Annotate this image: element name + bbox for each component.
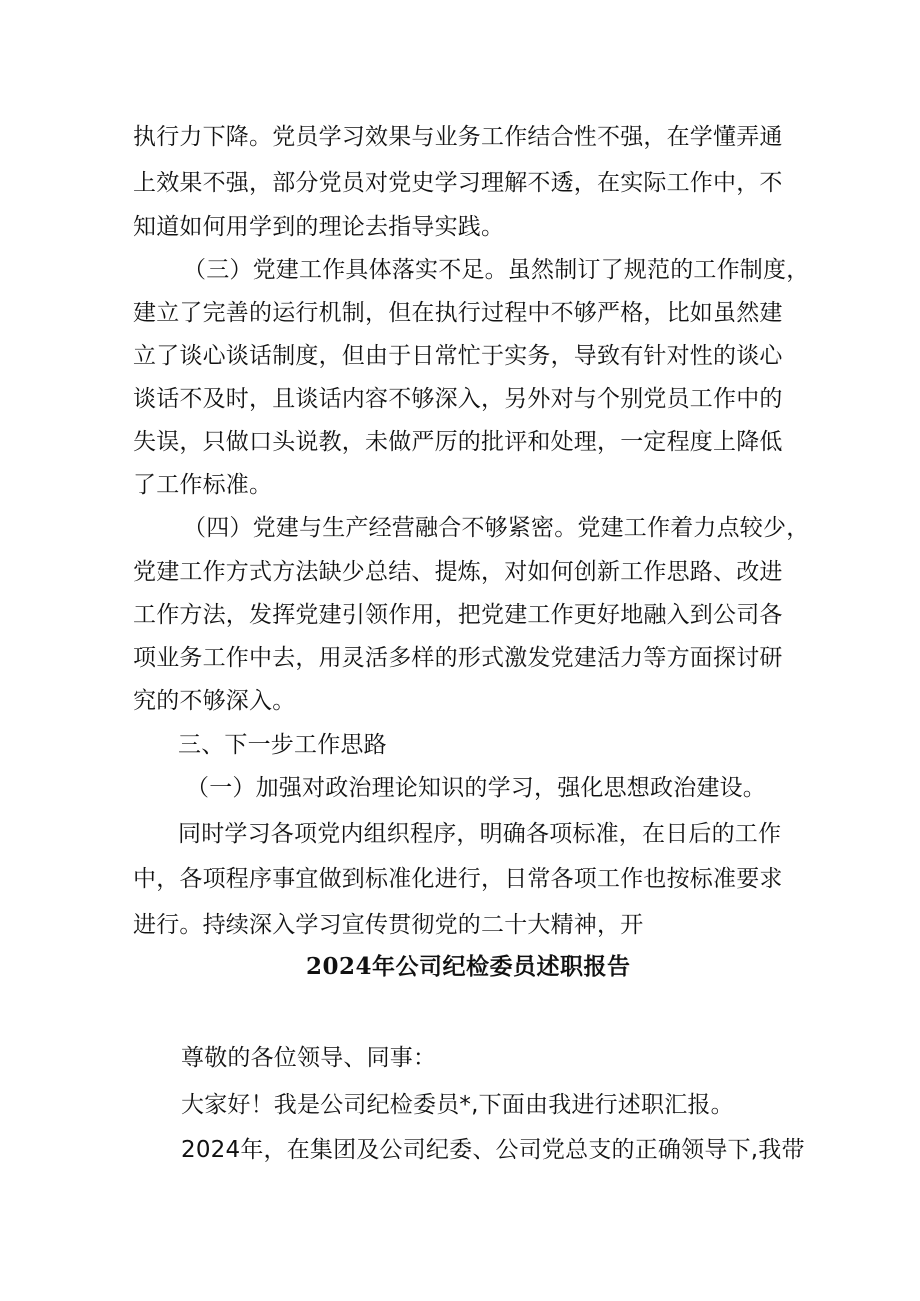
- report-title: 2024年公司纪检委员述职报告: [306, 953, 631, 980]
- report-salutation: 尊敬的各位领导、同事：: [181, 1045, 437, 1071]
- body-line-13: 项业务工作中去，用灵活多样的形式激发党建活力等方面探讨研: [133, 645, 783, 671]
- body-line-1: 执行力下降。党员学习效果与业务工作结合性不强，在学懂弄通: [133, 124, 783, 150]
- body-line-12: 工作方法，发挥党建引领作用，把党建工作更好地融入到公司各: [133, 602, 783, 628]
- next-steps-item-1-line: （一）加强对政治理论知识的学习，强化思想政治建设。: [186, 775, 766, 801]
- report-greeting: 大家好！我是公司纪检委员*,下面由我进行述职汇报。: [181, 1092, 734, 1118]
- section-3-heading-line: （三）党建工作具体落实不足。虽然制订了规范的工作制度，: [183, 257, 810, 283]
- body-line-6: 立了谈心谈话制度，但由于日常忙于实务，导致有针对性的谈心: [133, 343, 783, 369]
- next-steps-heading: 三、下一步工作思路: [178, 732, 387, 758]
- body-line-11: 党建工作方式方法缺少总结、提炼，对如何创新工作思路、改进: [133, 559, 783, 585]
- body-line-17: 同时学习各项党内组织程序，明确各项标准，在日后的工作: [178, 821, 782, 847]
- body-line-7: 谈话不及时，且谈话内容不够深入，另外对与个别党员工作中的: [133, 386, 783, 412]
- report-opening: 2024年，在集团及公司纪委、公司党总支的正确领导下,我带: [181, 1137, 805, 1163]
- body-line-8: 失误，只做口头说教，未做严厉的批评和处理，一定程度上降低: [133, 429, 783, 455]
- body-line-18: 中，各项程序事宜做到标准化进行，日常各项工作也按标准要求: [133, 866, 783, 892]
- section-4-heading-line: （四）党建与生产经营融合不够紧密。党建工作着力点较少，: [183, 515, 810, 541]
- body-line-19: 进行。持续深入学习宣传贯彻党的二十大精神，开: [133, 912, 644, 938]
- body-line-3: 知道如何用学到的理论去指导实践。: [133, 214, 505, 240]
- body-line-14: 究的不够深入。: [133, 688, 296, 714]
- body-line-5: 建立了完善的运行机制，但在执行过程中不够严格，比如虽然建: [133, 300, 783, 326]
- body-line-9: 了工作标准。: [133, 472, 273, 498]
- body-line-2: 上效果不强，部分党员对党史学习理解不透，在实际工作中，不: [133, 170, 783, 196]
